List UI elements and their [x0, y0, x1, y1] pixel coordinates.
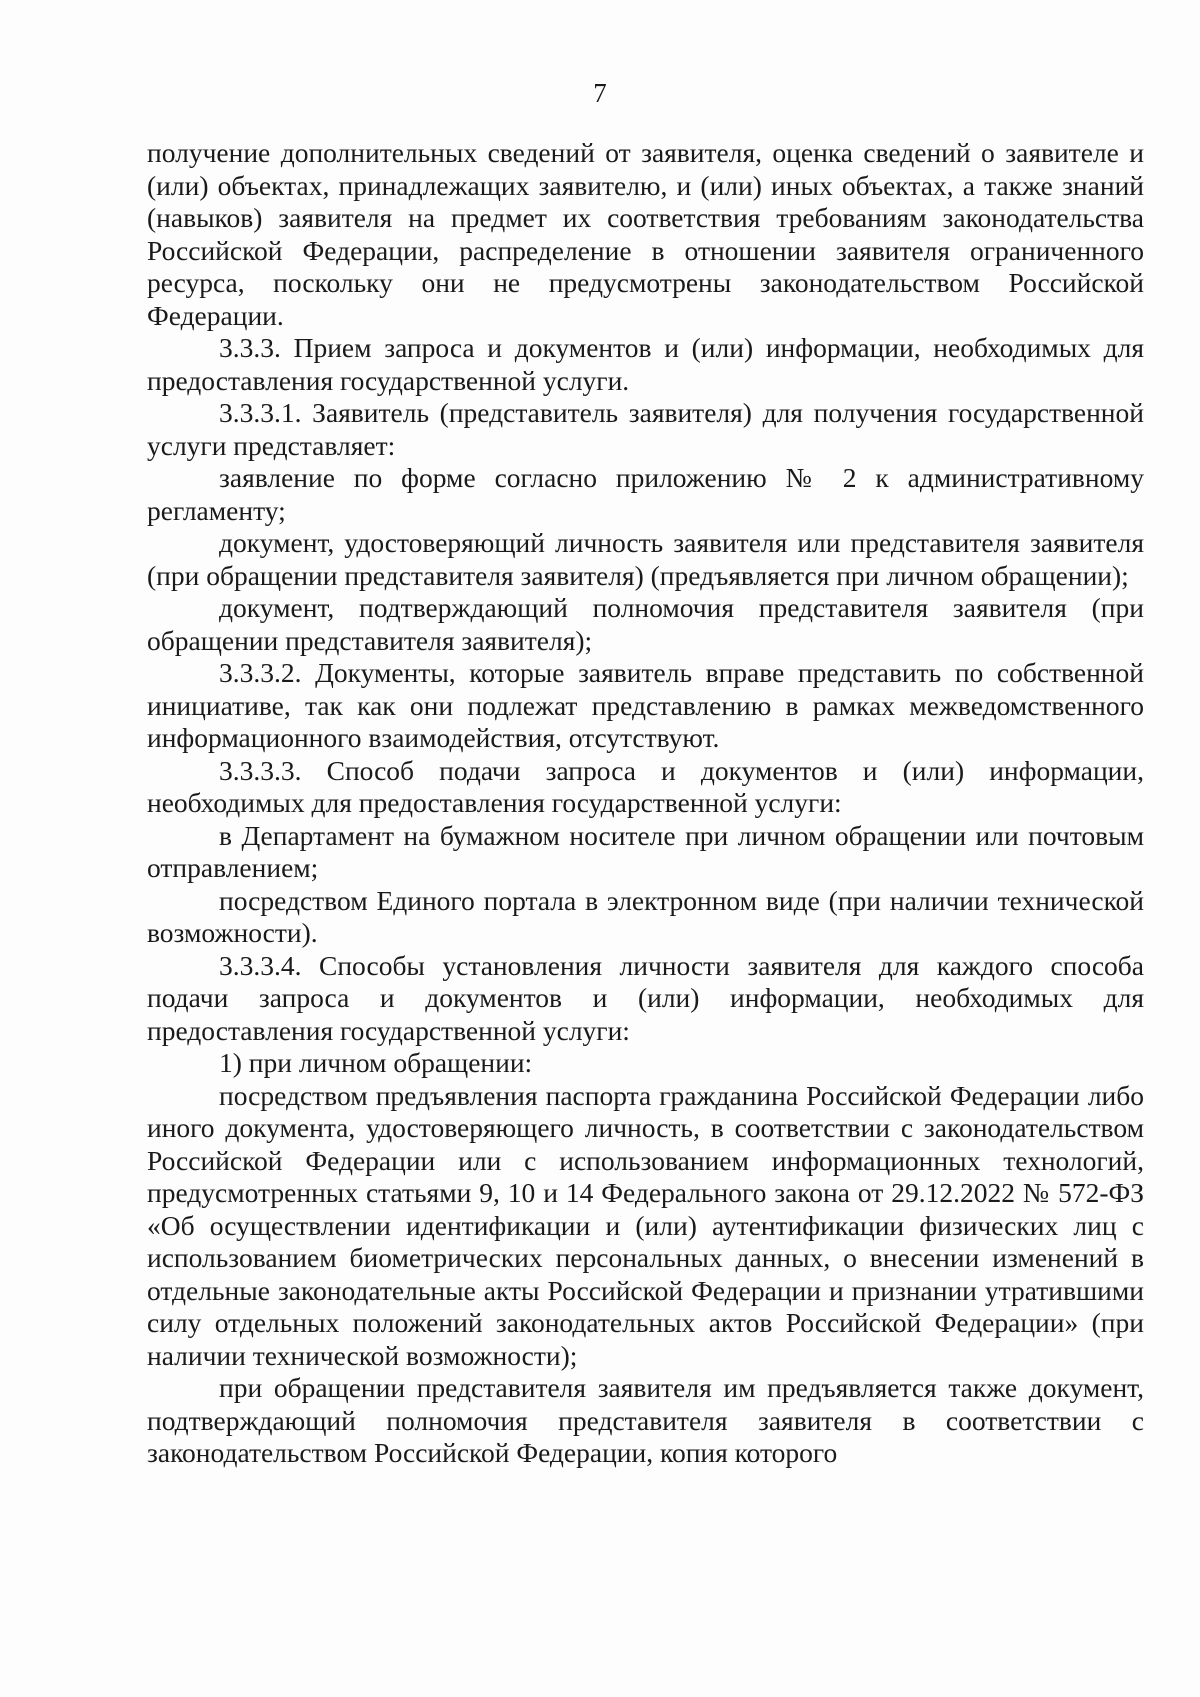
list-item-portal-submission: посредством Единого портала в электронном виде (при наличии технической возможности). [147, 884, 1144, 948]
paragraph-3-3-3-4: 3.3.3.4. Способы установления личности заявителя для каждого способа подачи запроса и документов и (или) информации, необходимых для предоставления государственной услуги: [147, 949, 1144, 1046]
paragraph-representative: при обращении представителя заявителя им предъявляется также документ, подтверждающий полномочия представителя заявителя в соответствии с законодательством Российской Федерации, копия которого [147, 1372, 1144, 1468]
list-item-application: заявление по форме согласно приложению № 2 к административному регламенту; [147, 462, 1144, 526]
paragraph-3-3-3: 3.3.3. Прием запроса и документов и (или) информации, необходимых для предоставления государственной услуги. [147, 332, 1144, 396]
paragraph-3-3-3-1: 3.3.3.1. Заявитель (представитель заявителя) для получения государственной услуги представляет: [147, 397, 1144, 461]
list-item-identity-document: документ, удостоверяющий личность заявителя или представителя заявителя (при обращении представителя заявителя) (предъявляется при личном обращении); [147, 527, 1144, 591]
paragraph-passport-presentation: посредством предъявления паспорта гражданина Российской Федерации либо иного документа, удостоверяющего личность, в соответствии с законодательством Российской Федерации или с использованием информационных технологий, предусмотренных статьями 9, 10 и 14 Федерального закона от 29.12.2022 № 572-ФЗ «Об осуществлении идентификации и (или) аутентификации физических лиц с использованием биометрических персональных данных, о внесении изменений в отдельные законодательные акты Российской Федерации и признании утратившими силу отдельных положений законодательных актов Российской Федерации» (при наличии технической возможности); [147, 1079, 1144, 1371]
list-item-personal-visit: 1) при личном обращении: [219, 1047, 533, 1078]
paragraph-3-3-3-3: 3.3.3.3. Способ подачи запроса и документов и (или) информации, необходимых для предоставления государственной услуги: [147, 754, 1144, 818]
document-body [147, 137, 1144, 1470]
list-item-paper-submission: в Департамент на бумажном носителе при личном обращении или почтовым отправлением; [147, 819, 1144, 883]
paragraph-3-3-3-2: 3.3.3.2. Документы, которые заявитель вправе представить по собственной инициативе, так как они подлежат представлению в рамках межведомственного информационного взаимодействия, отсутствуют. [147, 657, 1144, 753]
paragraph-continuation: получение дополнительных сведений от заявителя, оценка сведений о заявителе и (или) объектах, принадлежащих заявителю, и (или) иных объектах, а также знаний (навыков) заявителя на предмет их соответствия требованиям законодательства Российской Федерации, распределение в отношении заявителя ограниченного ресурса, поскольку они не предусмотрены законодательством Российской Федерации. [147, 137, 1144, 331]
page-number: 7 [593, 78, 607, 108]
list-item-authority-document: документ, подтверждающий полномочия представителя заявителя (при обращении представителя заявителя); [147, 592, 1144, 656]
